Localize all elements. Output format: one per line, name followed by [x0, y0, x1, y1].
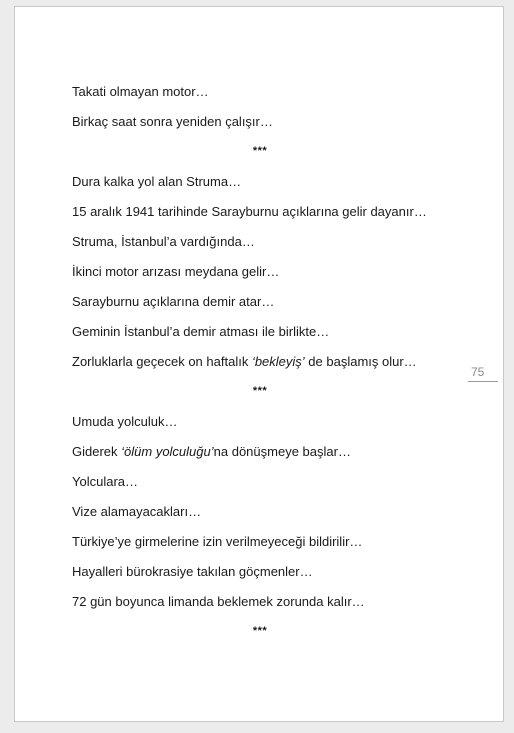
text-line: Vize alamayacakları… — [72, 504, 202, 519]
text-line: Geminin İstanbul’a demir atması ile birlikte… — [72, 324, 330, 339]
text-line: Sarayburnu açıklarına demir atar… — [72, 294, 275, 309]
text-line: Birkaç saat sonra yeniden çalışır… — [72, 114, 273, 129]
text-segment: Zorluklarla geçecek on haftalık — [72, 354, 252, 369]
text-line: Umuda yolculuk… — [72, 414, 178, 429]
text-line-bekleyis — [72, 354, 417, 370]
text-segment: de başlamış olur… — [304, 354, 417, 369]
text-segment: na dönüşmeye başlar… — [213, 444, 351, 459]
page-number: 75 — [468, 365, 498, 382]
text-line: Türkiye’ye girmelerine izin verilmeyeceği bildirilir… — [72, 534, 363, 549]
document-page — [14, 6, 504, 722]
text-line: İkinci motor arızası meydana gelir… — [72, 264, 280, 279]
text-line: 72 gün boyunca limanda beklemek zorunda kalır… — [72, 594, 365, 609]
text-line-olum — [72, 444, 351, 460]
section-separator: *** — [252, 385, 268, 397]
section-separator: *** — [252, 145, 268, 157]
italic-text: ‘bekleyiş’ — [251, 354, 305, 369]
text-line: Dura kalka yol alan Struma… — [72, 174, 242, 189]
italic-text: ‘ölüm yolculuğu’ — [121, 444, 214, 459]
section-separator: *** — [252, 625, 268, 637]
text-line: Yolculara… — [72, 474, 139, 489]
text-line: Struma, İstanbul’a vardığında… — [72, 234, 255, 249]
text-segment: Giderek — [72, 444, 122, 459]
text-line: 15 aralık 1941 tarihinde Sarayburnu açıklarına gelir dayanır… — [72, 204, 427, 219]
text-line: Hayalleri bürokrasiye takılan göçmenler… — [72, 564, 313, 579]
text-line: Takati olmayan motor… — [72, 84, 209, 99]
